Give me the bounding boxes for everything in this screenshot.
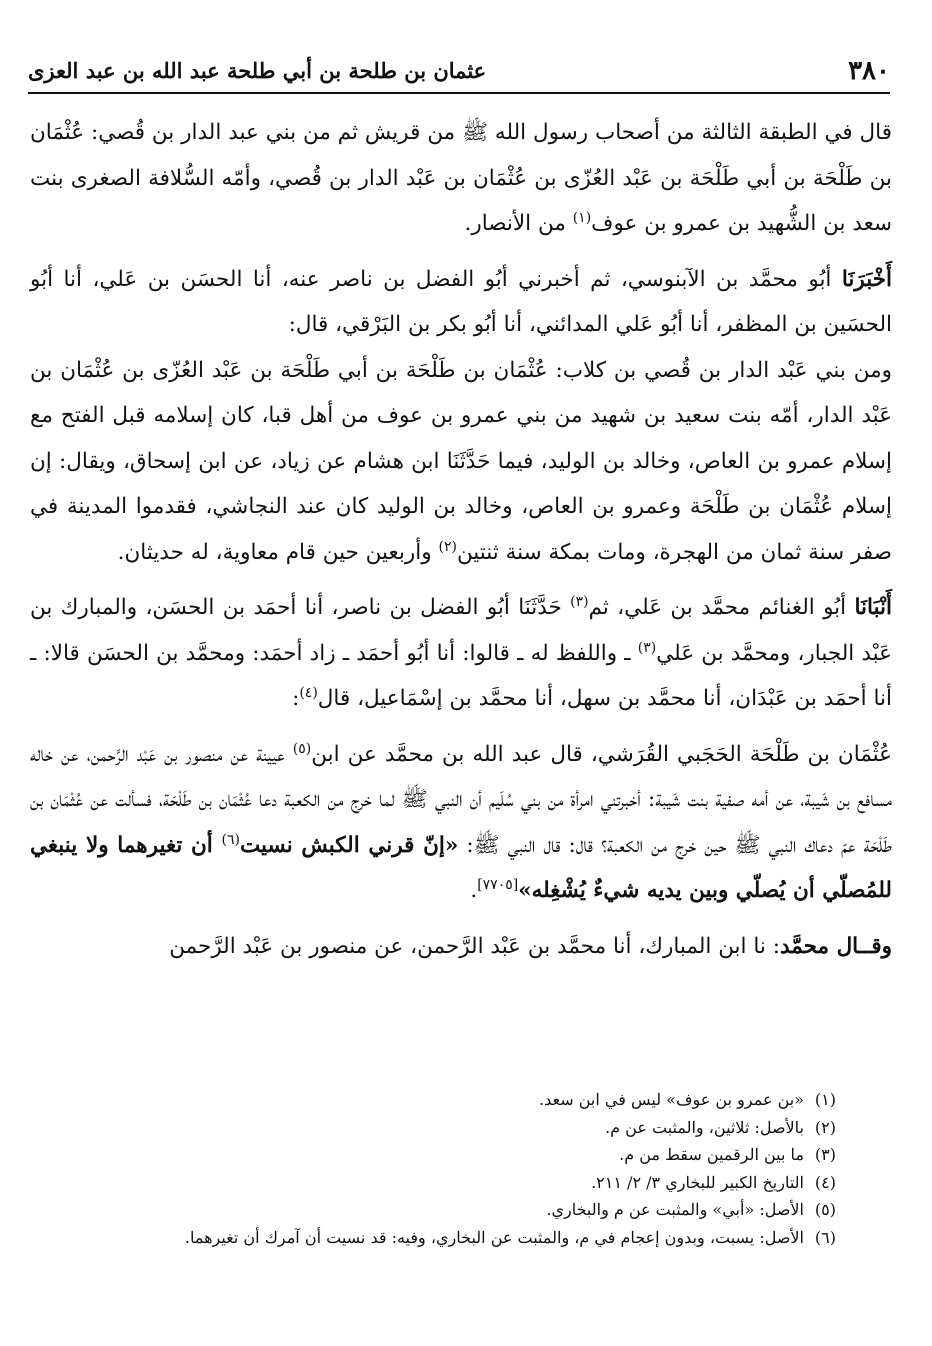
text-run: أبُو محمَّد بن الآبنوسي، ثم أخبرني أبُو الفضل بن ناصر عنه، أنا الحسَن بن عَلي، أنا أبُو الحسَين بن المظفر، أنا أبُو عَلي المدائني، أنا أبُو بكر بن البَرْقي، قال: bbox=[30, 266, 892, 337]
text-run: ومن بني عَبْد الدار بن قُصي بن كلاب: عُثْمَان بن طَلْحَة بن أبي طَلْحَة بن عَبْد العُزّى بن عُثْمَان بن عَبْد الدار، أمّه بنت سعيد بن شهيد من بني عمرو بن عوف من أهل قبا، كان إسلامه قبل الفتح مع إسلام عمرو بن العاص، وخالد بن الوليد، فيما حَدَّثَنَا ابن هشام عن زياد، عن ابن إسحاق، ويقال: إن إسلام عُثْمَان بن طَلْحَة وعمرو بن العاص، وخالد بن الوليد كان عند النجاشي، فقدموا المدينة في صفر سنة ثمان من الهجرة، ومات بمكة سنة ثنتين bbox=[30, 357, 892, 565]
text-run: أبُو الغنائم محمَّد بن عَلي، ثم bbox=[588, 595, 855, 620]
footnote-ref: (١) bbox=[572, 209, 592, 226]
text-run: عُثْمَان بن طَلْحَة الحَجَبي القُرَشي، قال عبد الله بن محمَّد عن ابن bbox=[311, 741, 892, 767]
footnote bbox=[110, 1224, 836, 1252]
text-run: . bbox=[470, 878, 478, 903]
paragraph-4 bbox=[30, 585, 892, 722]
footnote-text: التاريخ الكبير للبخاري ٣/ ٢/ ٢١١. bbox=[591, 1172, 804, 1192]
footnote-ref: (٤) bbox=[299, 684, 318, 701]
paragraph-6 bbox=[30, 924, 892, 970]
paragraph-lead: أَنْبَانَا bbox=[854, 595, 893, 620]
page-number: ٣٨٠ bbox=[848, 56, 890, 86]
footnote-number: (٣) bbox=[814, 1145, 836, 1164]
paragraph-lead: وقــال محمَّد bbox=[779, 933, 892, 959]
footnote bbox=[110, 1114, 836, 1142]
footnote-number: (٢) bbox=[814, 1117, 836, 1137]
paragraph-lead: أَخْبَرَنَا bbox=[841, 266, 892, 292]
footnote bbox=[110, 1086, 836, 1114]
page-header bbox=[28, 48, 890, 94]
footnote-text: الأصل: «أبي» والمثبت عن م والبخاري. bbox=[546, 1200, 804, 1219]
paragraph-1 bbox=[30, 110, 892, 247]
footnote bbox=[110, 1141, 836, 1169]
footnote-ref: (٦) bbox=[221, 831, 240, 848]
paragraph-3 bbox=[30, 348, 892, 576]
hadith-number: [٧٧٠٥] bbox=[477, 876, 519, 893]
footnote-ref: (٣) bbox=[570, 593, 589, 610]
hadith-quote: «إنّ قرني الكبش نسيت bbox=[239, 832, 459, 858]
footnote-number: (٤) bbox=[814, 1172, 836, 1192]
text-run: عيينة عن منصور بن عَبْد الرَّحمن، عن خاله مسافع بن شَيبة، عن أمه صفية بنت شَيبة: أخبرتني امرأة من بني سُلَيم أن النبي ﷺ لما خرج من الكعبة دعا عُثْمَان بن طَلْحَة، فسألت عن عُثْمَان بن طَلْحَة عمّ دعاك النبي ﷺ حين خرج من الكعبة؟ قال: قال النبي ﷺ: bbox=[30, 741, 892, 858]
footnote-text: ما بين الرقمين سقط من م. bbox=[619, 1145, 804, 1164]
footnotes bbox=[110, 1086, 836, 1251]
footnote-text: الأصل: يسبت، وبدون إعجام في م، والمثبت عن البخاري، وفيه: قد نسيت أن آمرك أن تغيرهما. bbox=[184, 1227, 804, 1247]
footnote bbox=[110, 1196, 836, 1224]
text-run: حَدَّثَنَا أبُو الفضل بن ناصر، أنا أحمَد بن الحسَن، والمبارك بن عَبْد الجبار، ومحمَّد بن عَلي bbox=[30, 595, 892, 666]
footnote-number: (٥) bbox=[814, 1200, 836, 1219]
footnote-ref: (٣) bbox=[637, 639, 657, 656]
footnote-ref: (٢) bbox=[438, 538, 457, 555]
footnote-text: بالأصل: ثلاثين، والمثبت عن م. bbox=[605, 1117, 804, 1137]
text-run: من الأنصار. bbox=[464, 211, 573, 236]
running-title: عثمان بن طلحة بن أبي طلحة عبد الله بن عبد العزى bbox=[28, 58, 487, 83]
footnote-text: «بن عمرو بن عوف» ليس في ابن سعد. bbox=[539, 1090, 804, 1109]
text-run: قال في الطبقة الثالثة من أصحاب رسول الله ﷺ من قريش ثم من بني عبد الدار بن قُصي: عُثْمَان بن طَلْحَة بن أبي طَلْحَة بن عَبْد العُزّى بن عُثْمَان بن عَبْد الدار بن قُصي، وأمّه السُّلافة الصغرى بنت سعد بن الشُّهيد بن عمرو بن عوف bbox=[30, 120, 892, 236]
text-run: : bbox=[292, 686, 300, 711]
footnote-ref: (٥) bbox=[292, 740, 312, 757]
paragraph-5 bbox=[30, 732, 892, 914]
main-text bbox=[30, 110, 892, 969]
footnote-number: (٦) bbox=[814, 1227, 836, 1247]
text-run: وأربعين حين قام معاوية، له حديثان. bbox=[117, 539, 439, 565]
text-run: : نا ابن المبارك، أنا محمَّد بن عَبْد الرَّحمن، عن منصور بن عَبْد الرَّحمن bbox=[169, 933, 780, 959]
text-run: ـ واللفظ له ـ قالوا: أنا أبُو أحمَد ـ زاد أحمَد: ومحمَّد بن الحسَن قالا: ـ أنا أحمَد بن عَبْدَان، أنا محمَّد بن سهل، أنا محمَّد بن إسْمَاعيل، قال bbox=[30, 640, 892, 711]
footnote bbox=[110, 1169, 836, 1197]
footnote-number: (١) bbox=[814, 1090, 836, 1109]
paragraph-2 bbox=[30, 257, 892, 348]
hadith-quote: أن تغيرهما ولا ينبغي للمُصلّي أن يُصلّي وبين يديه شيءٌ يُشْغِله» bbox=[30, 832, 892, 903]
